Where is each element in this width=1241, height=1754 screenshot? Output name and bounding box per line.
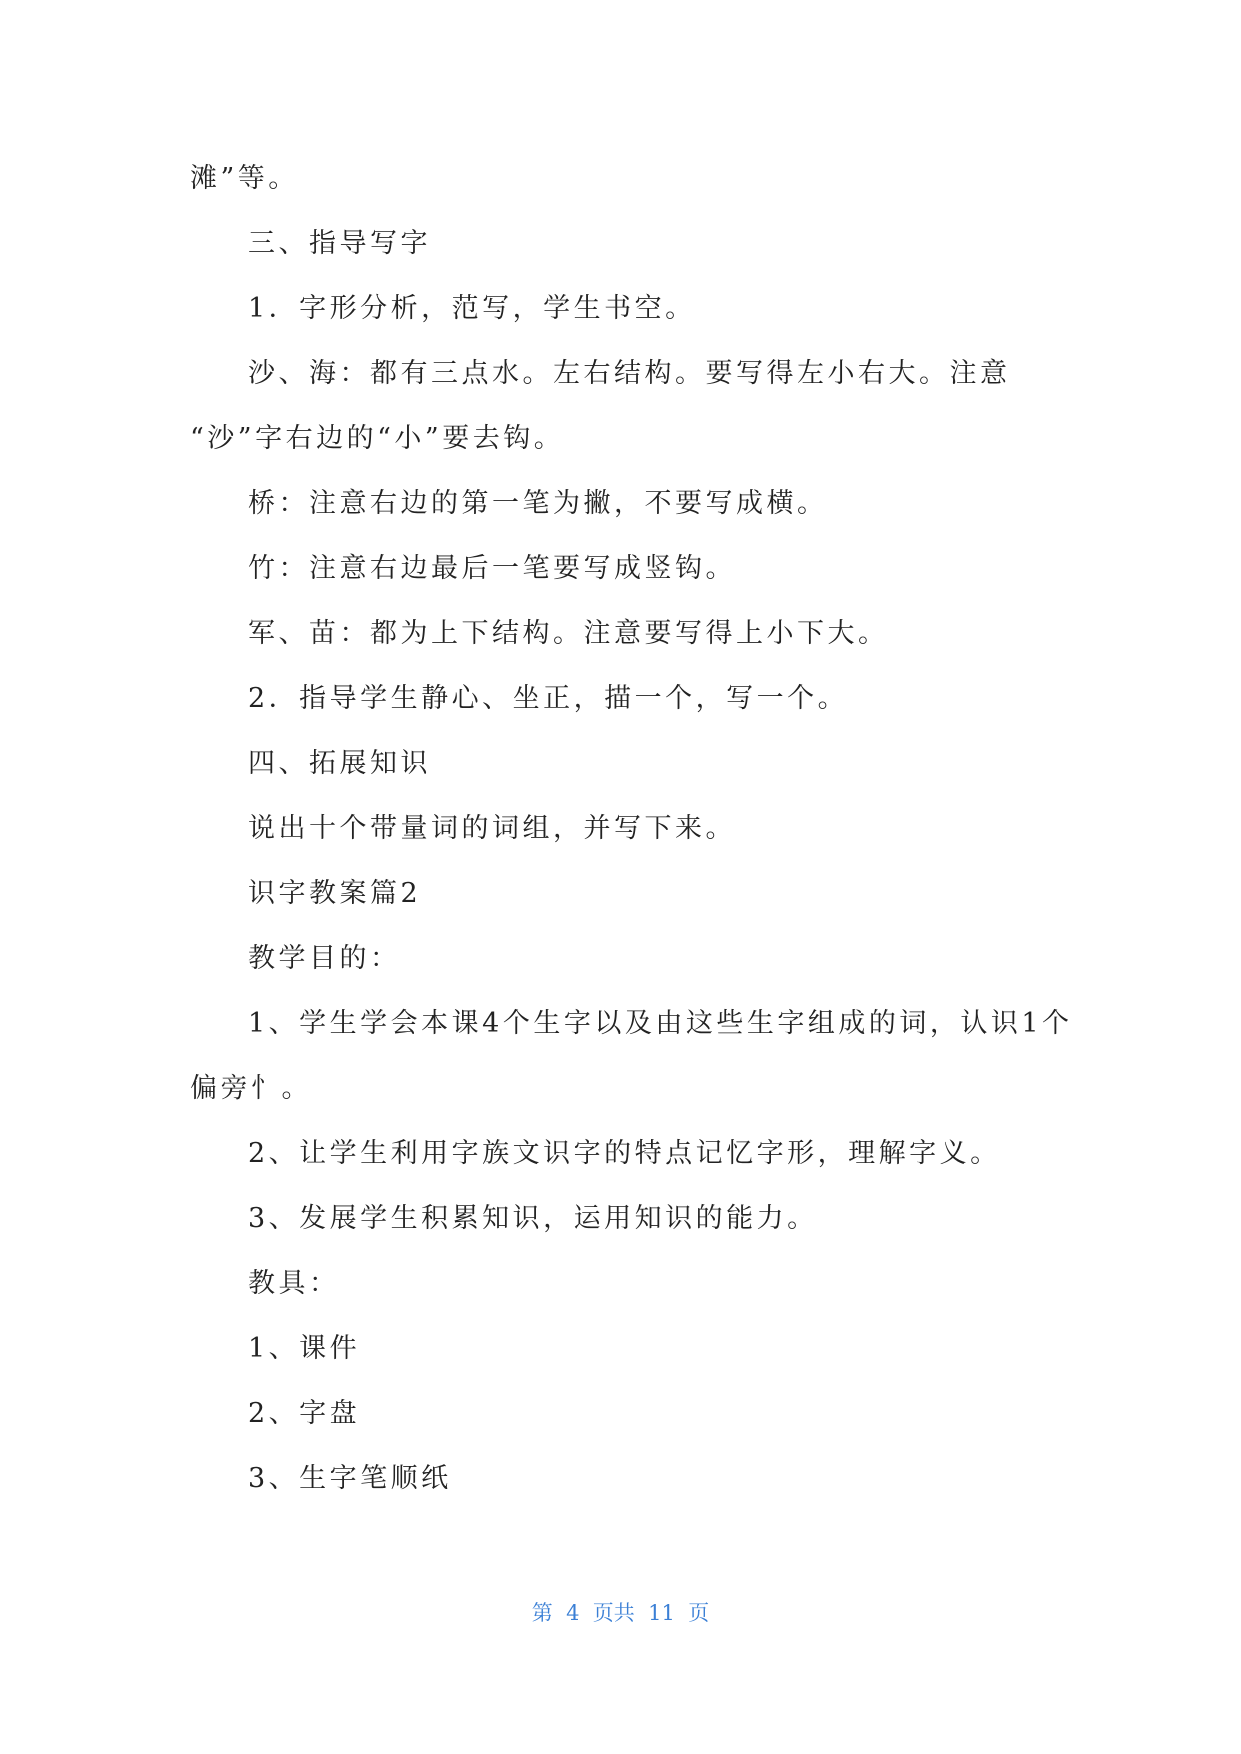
section-title: 识字教案篇2 <box>248 878 422 909</box>
paragraph-line: “沙”字右边的“小”要去钩。 <box>190 423 565 454</box>
list-item: 1、课件 <box>248 1333 361 1364</box>
paragraph-line: 2．指导学生静心、坐正，描一个，写一个。 <box>248 683 849 714</box>
paragraph-line: 说出十个带量词的词组，并写下来。 <box>248 813 736 844</box>
paragraph-line: 偏旁忄。 <box>190 1073 312 1104</box>
paragraph-line: 竹：注意右边最后一笔要写成竖钩。 <box>248 553 736 584</box>
list-item: 2、字盘 <box>248 1398 361 1429</box>
list-item: 3、生字笔顺纸 <box>248 1463 452 1494</box>
page-number-footer: 第 4 页共 11 页 <box>531 1601 710 1625</box>
paragraph-line: 3、发展学生积累知识，运用知识的能力。 <box>248 1203 818 1234</box>
paragraph-line: 桥：注意右边的第一笔为撇，不要写成横。 <box>248 488 828 519</box>
paragraph-line: 滩”等。 <box>190 163 299 194</box>
paragraph-line: 1．字形分析，范写，学生书空。 <box>248 293 696 324</box>
paragraph-line: 军、苗：都为上下结构。注意要写得上小下大。 <box>248 618 889 649</box>
section-heading: 三、指导写字 <box>248 228 431 259</box>
paragraph-line: 2、让学生利用字族文识字的特点记忆字形，理解字义。 <box>248 1138 1001 1169</box>
paragraph-line: 教具： <box>248 1268 340 1299</box>
paragraph-line: 教学目的： <box>248 943 401 974</box>
paragraph-line: 1、学生学会本课4个生字以及由这些生字组成的词，认识1个 <box>248 1008 1073 1039</box>
paragraph-line: 沙、海：都有三点水。左右结构。要写得左小右大。注意 <box>248 358 1011 389</box>
section-heading: 四、拓展知识 <box>248 748 431 779</box>
